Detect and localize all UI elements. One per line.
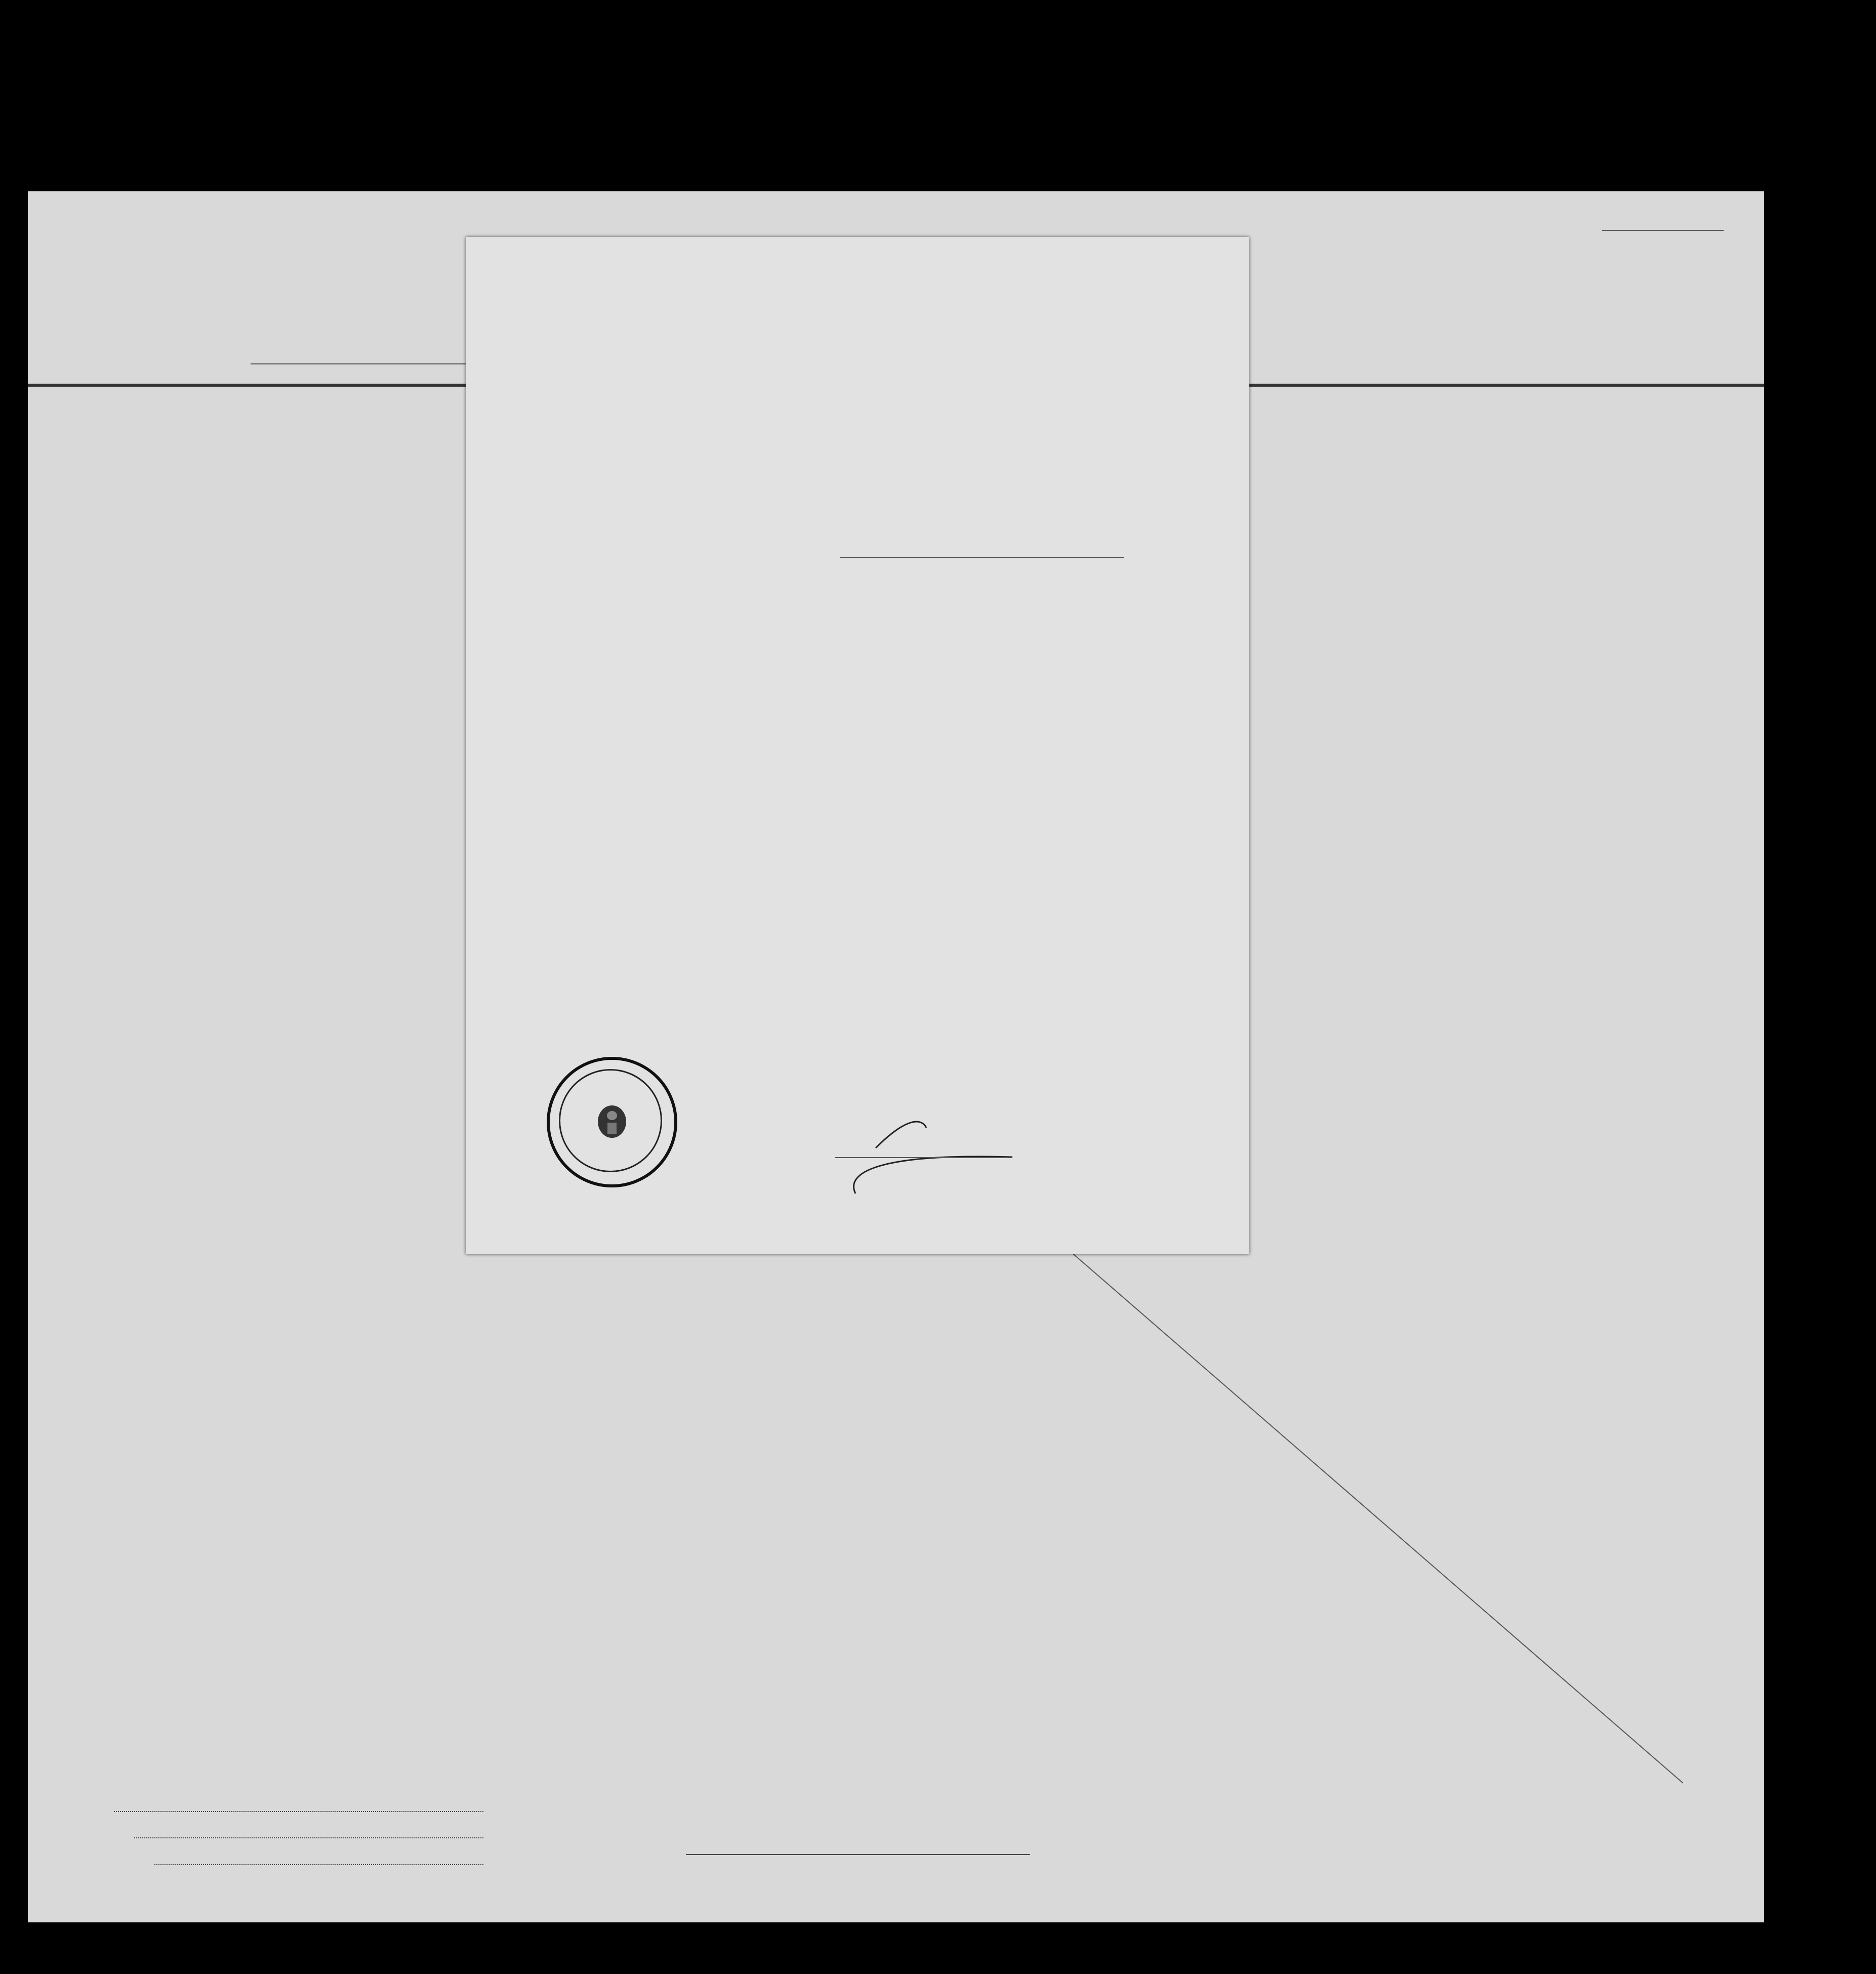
footer-owners-rule [134, 1837, 483, 1838]
consular-certificate [466, 237, 1249, 1254]
footer-line-rule [114, 1811, 483, 1812]
signature-flourish [845, 1097, 1028, 1199]
inspector-rule [686, 1854, 1030, 1855]
consul-signature-rule [835, 1157, 1007, 1158]
diagonal-strike-line [1071, 1252, 1683, 1783]
consulate-seal [547, 1057, 677, 1187]
eagle-emblem-icon [594, 1101, 630, 1142]
footer-agents-rule [154, 1864, 483, 1865]
